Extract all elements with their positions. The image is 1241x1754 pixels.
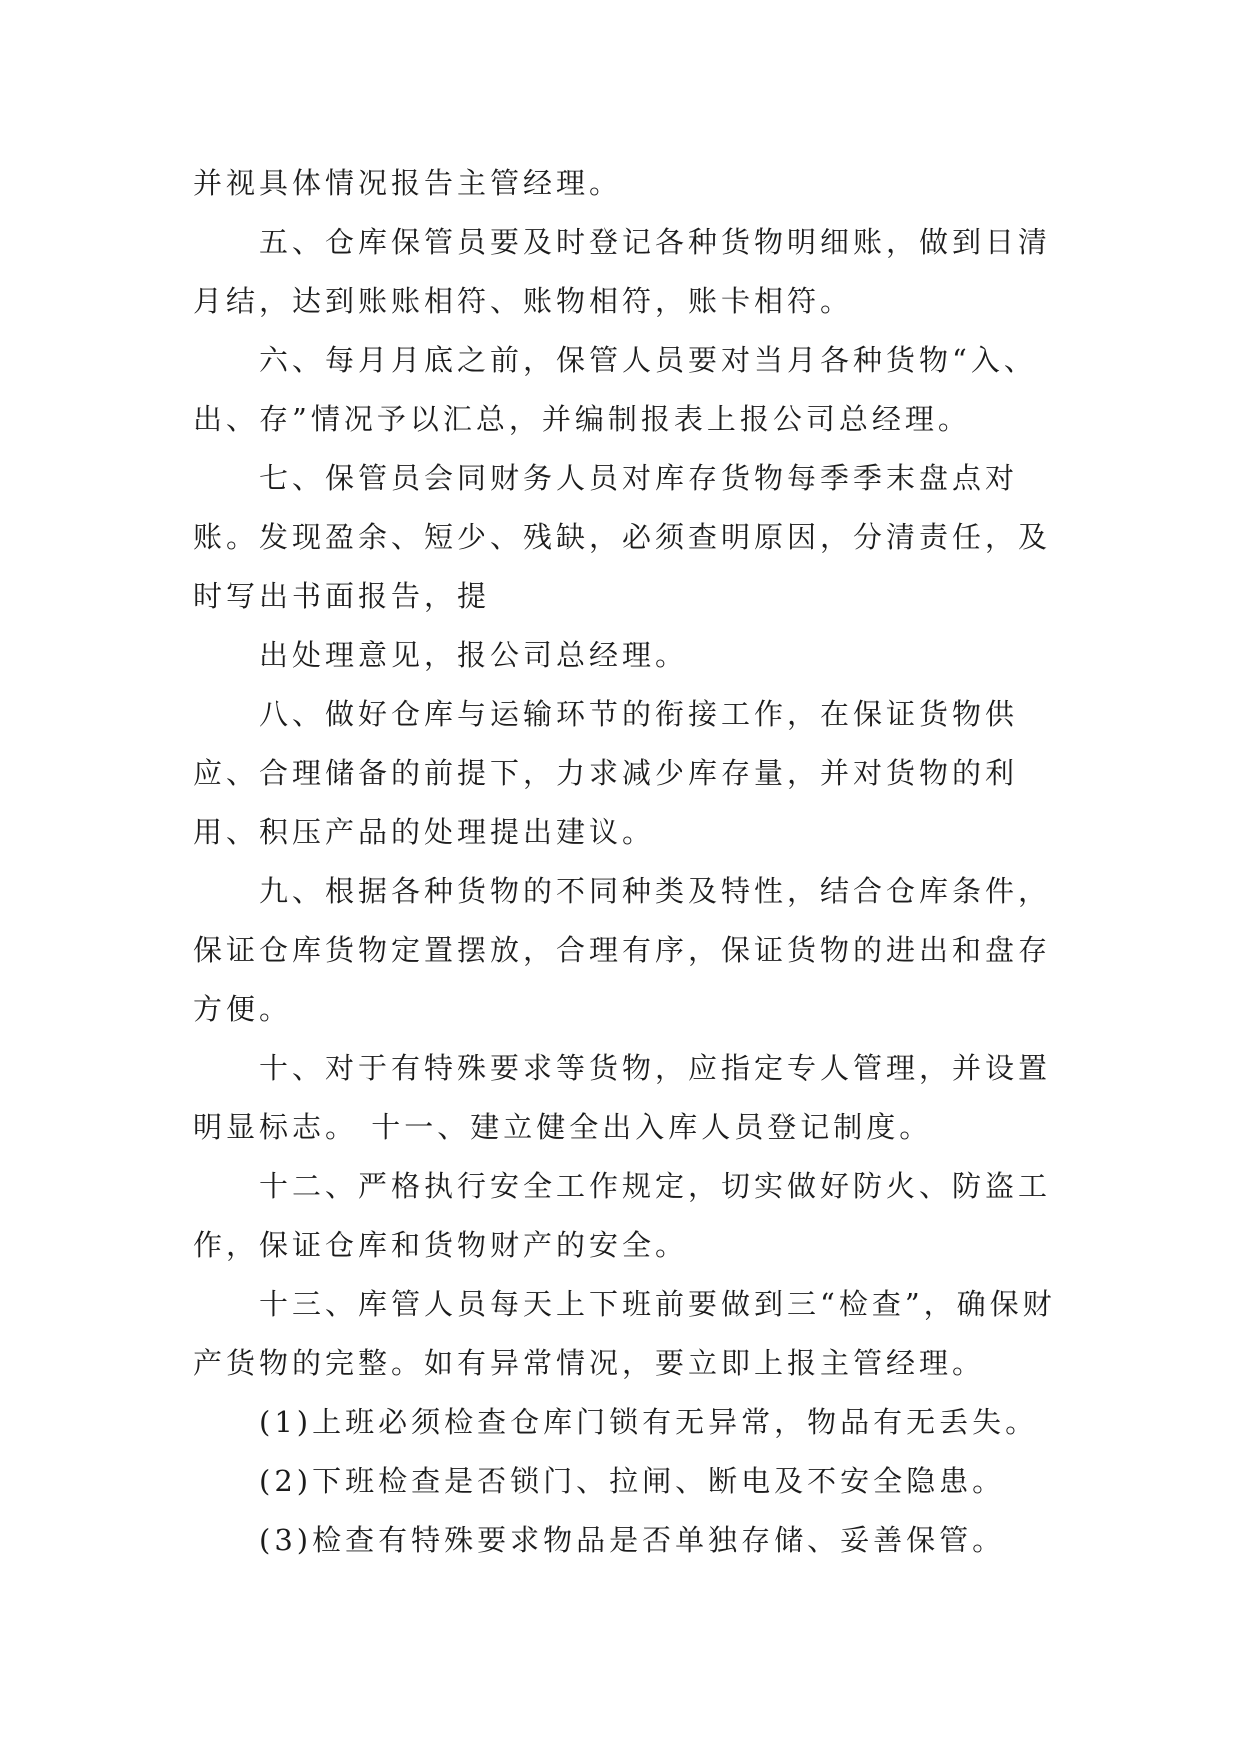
paragraph-subitem-3: (3)检查有特殊要求物品是否单独存储、妥善保管。 [259, 1523, 1006, 1557]
paragraph-item-5: 五、仓库保管员要及时登记各种货物明细账，做到日清月结，达到账账相符、账物相符，账卡相符。 [193, 225, 1052, 318]
paragraph-subitem-1: (1)上班必须检查仓库门锁有无异常，物品有无丢失。 [259, 1405, 1039, 1439]
paragraph-item-6: 六、每月月底之前，保管人员要对当月各种货物“入、出、存”情况予以汇总，并编制报表上报公司总经理。 [193, 343, 1037, 436]
paragraph-item-9: 九、根据各种货物的不同种类及特性，结合仓库条件，保证仓库货物定置摆放，合理有序，保证货物的进出和盘存方便。 [193, 874, 1052, 1026]
document-body [193, 154, 1063, 1570]
paragraph-continuation: 并视具体情况报告主管经理。 [193, 166, 623, 200]
paragraph-item-7-continued: 出处理意见，报公司总经理。 [259, 638, 689, 672]
paragraph-item-7: 七、保管员会同财务人员对库存货物每季季末盘点对账。发现盈余、短少、残缺，必须查明原因，分清责任，及时写出书面报告，提 [193, 461, 1052, 613]
paragraph-item-12: 十二、严格执行安全工作规定，切实做好防火、防盗工作，保证仓库和货物财产的安全。 [193, 1169, 1052, 1262]
paragraph-item-10: 十、对于有特殊要求等货物，应指定专人管理，并设置明显标志。 十一、建立健全出入库人员登记制度。 [193, 1051, 1052, 1144]
paragraph-item-13: 十三、库管人员每天上下班前要做到三“检查”，确保财产货物的完整。如有异常情况，要立即上报主管经理。 [193, 1287, 1056, 1380]
paragraph-item-8: 八、做好仓库与运输环节的衔接工作，在保证货物供应、合理储备的前提下，力求减少库存量，并对货物的利用、积压产品的处理提出建议。 [193, 697, 1019, 849]
paragraph-subitem-2: (2)下班检查是否锁门、拉闸、断电及不安全隐患。 [259, 1464, 1006, 1498]
